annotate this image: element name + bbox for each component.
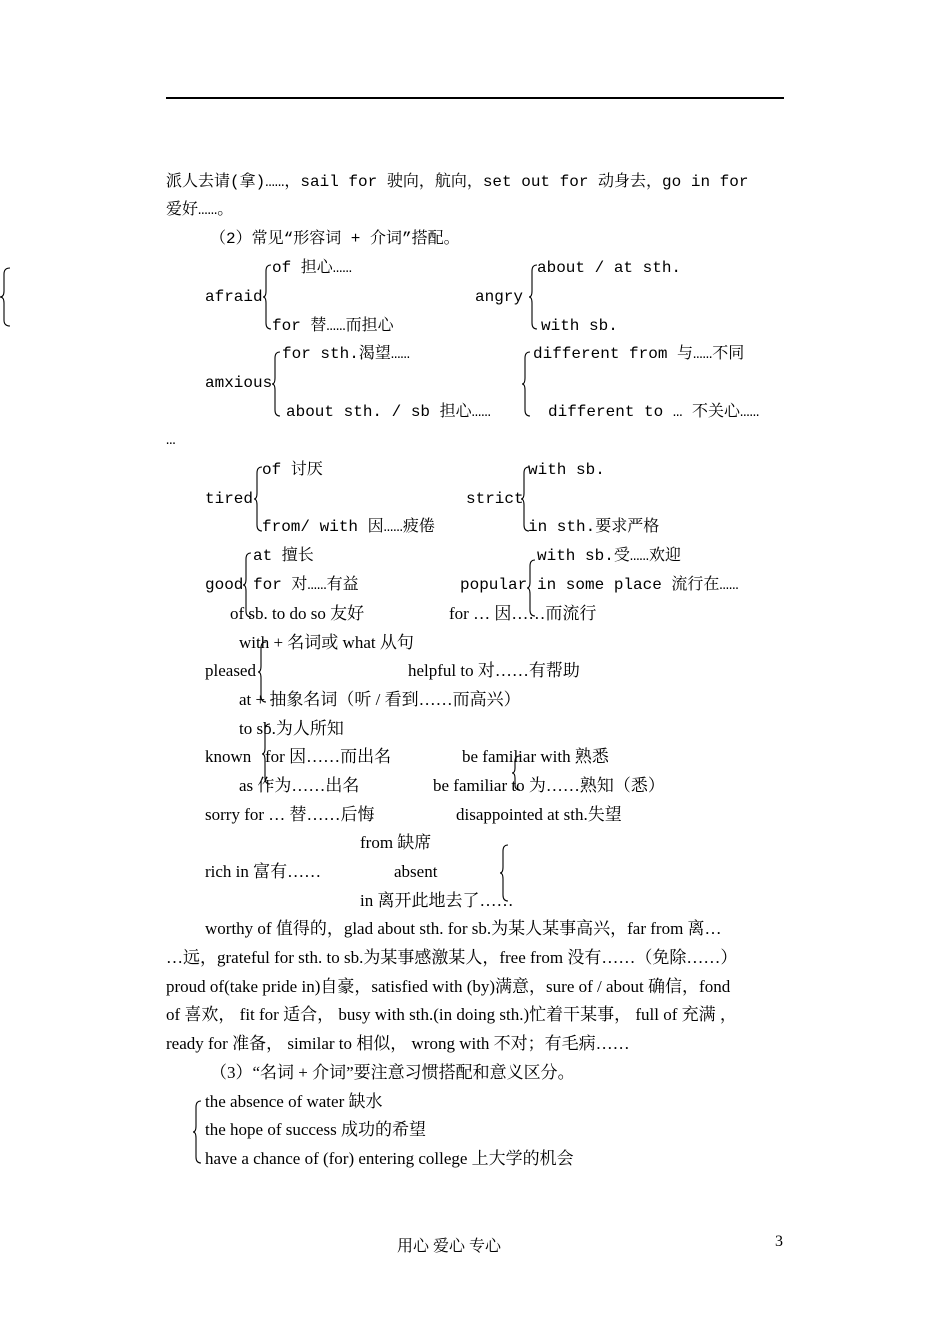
anxious-for: for sth.渴望…… [282, 345, 411, 363]
tired-head: tired [205, 490, 254, 508]
known-for: for 因……而出名 [265, 747, 392, 766]
absent-head: absent [394, 862, 438, 881]
good-at: at 擅长 [253, 547, 314, 565]
popular-brace [527, 560, 537, 616]
intro-line-1: 派人去请(拿)……，sail for 驶向，航向，set out for 动身去，go in for [166, 173, 749, 191]
para-line-3: proud of(take pride in)自豪，satisfied with (by)满意，sure of / about 确信，fond [166, 977, 731, 996]
angry-about: about / at sth. [537, 259, 682, 277]
afraid-brace [263, 265, 273, 329]
pleased-at: at + 抽象名词（听 / 看到……而高兴） [239, 690, 521, 709]
popular-for: for … 因……而流行 [449, 604, 597, 623]
page-number: 3 [775, 1233, 783, 1250]
intro-line-2: 爱好……。 [166, 201, 234, 219]
para-line-5: ready for 准备， similar to 相似， wrong with 不对；有毛病…… [166, 1034, 630, 1053]
anxious-wrap: … [166, 431, 176, 449]
good-brace [243, 553, 253, 617]
section-3-heading: （3）“名词 + 介词”要注意习惯搭配和意义区分。 [210, 1063, 575, 1082]
familiar-to: be familiar to 为……熟知（悉） [433, 776, 665, 795]
anxious-brace [272, 352, 282, 416]
pleased-with: with + 名词或 what 从句 [239, 633, 414, 652]
para-line-2: …远，grateful for sth. to sb.为某事感激某人，free from 没有……（免除……） [166, 948, 738, 967]
rich-in: rich in 富有…… [205, 862, 322, 881]
noun-item-1: the absence of water 缺水 [205, 1092, 383, 1111]
strict-in: in sth.要求严格 [528, 518, 660, 536]
anxious-head: amxious [205, 374, 273, 392]
para-line-1: worthy of 值得的，glad about sth. for sb.为某人某事高兴，far from 离… [205, 919, 722, 938]
disappointed-at: disappointed at sth.失望 [456, 805, 622, 824]
good-for: for 对……有益 [253, 576, 359, 594]
absent-brace [500, 845, 510, 901]
helpful-to: helpful to 对……有帮助 [408, 661, 580, 680]
absent-from: from 缺席 [360, 833, 432, 852]
known-as: as 作为……出名 [239, 776, 360, 795]
popular-with: with sb.受……欢迎 [537, 547, 682, 565]
angry-brace [529, 265, 539, 329]
header-rule [166, 97, 784, 99]
strict-with: with sb. [528, 461, 605, 479]
para-line-4: of 喜欢， fit for 适合， busy with sth.(in doing sth.)忙着干某事， full of 充满 ， [166, 1005, 737, 1024]
section-2-heading: （2）常见“形容词 + 介词”搭配。 [210, 230, 460, 248]
known-head: known [205, 747, 252, 766]
anxious-about: about sth. / sb 担心…… [286, 403, 491, 421]
angry-with: with sb. [541, 317, 618, 335]
popular-head: popular [460, 576, 528, 594]
tired-brace [254, 467, 264, 531]
known-to: to sb.为人所知 [239, 719, 344, 738]
sorry-for: sorry for … 替……后悔 [205, 805, 375, 824]
strict-head: strict [466, 490, 524, 508]
noun-item-2: the hope of success 成功的希望 [205, 1120, 426, 1139]
margin-brace [0, 268, 12, 326]
angry-head: angry [475, 288, 524, 306]
different-from: different from 与……不同 [533, 345, 745, 363]
noun-item-3: have a chance of (for) entering college 上大学的机会 [205, 1149, 574, 1168]
absent-in: in 离开此地去了…… [360, 891, 514, 910]
strict-brace [521, 467, 531, 531]
afraid-for: for 替……而担心 [272, 317, 394, 335]
familiar-brace [512, 756, 522, 790]
good-head: good [205, 576, 244, 594]
afraid-head: afraid [205, 288, 263, 306]
known-brace [262, 724, 272, 784]
good-of: of sb. to do so 友好 [230, 604, 365, 623]
nouns-brace [193, 1101, 203, 1163]
familiar-with: be familiar with 熟悉 [462, 747, 609, 766]
footer-motto: 用心 爱心 专心 [397, 1238, 502, 1255]
afraid-of: of 担心…… [272, 259, 353, 277]
different-brace [522, 352, 532, 416]
pleased-head: pleased [205, 661, 256, 680]
tired-from: from/ with 因……疲倦 [262, 518, 435, 536]
tired-of: of 讨厌 [262, 461, 323, 479]
different-to: different to … 不关心…… [548, 403, 760, 421]
popular-in: in some place 流行在…… [537, 576, 739, 594]
pleased-brace [258, 642, 268, 702]
